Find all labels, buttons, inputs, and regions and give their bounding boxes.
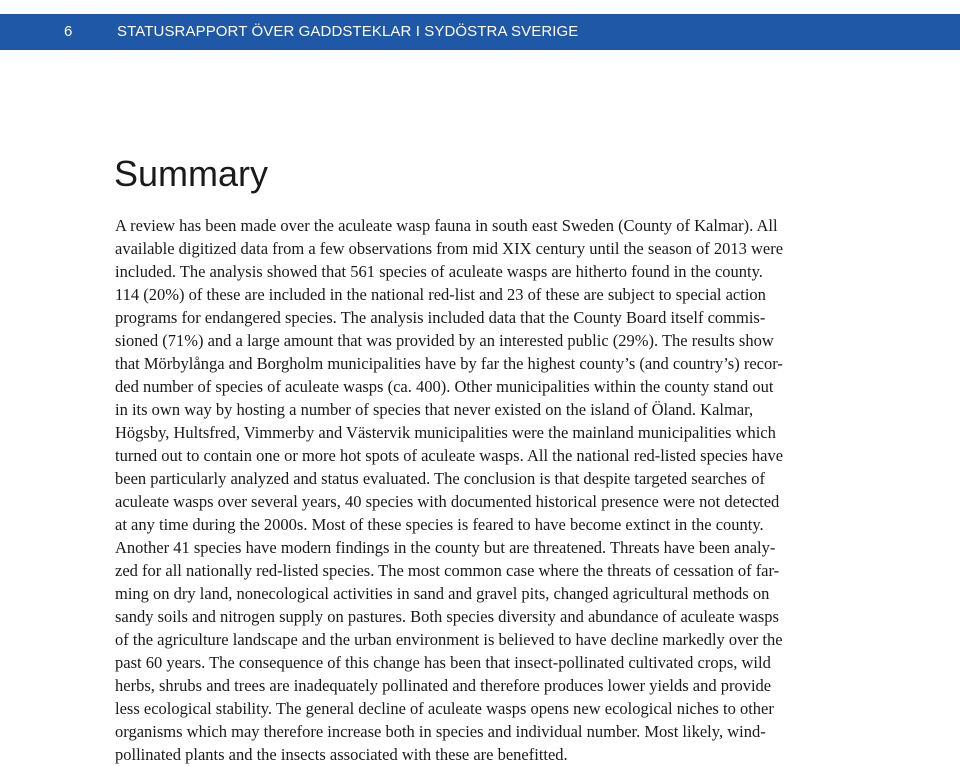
paragraph-line: 114 (20%) of these are included in the national red-list and 23 of these are subject to special action (115, 285, 766, 304)
running-header (0, 14, 960, 50)
paragraph-line: zed for all nationally red-listed species. The most common case where the threats of cessation of far- (115, 561, 780, 580)
paragraph-line: aculeate wasps over several years, 40 species with documented historical presence were not detected (115, 492, 780, 511)
paragraph-line: past 60 years. The consequence of this change has been that insect-pollinated cultivated crops, wild (115, 653, 771, 672)
paragraph-line: less ecological stability. The general decline of aculeate wasps opens new ecological niches to other (115, 699, 774, 718)
section-heading: Summary (114, 153, 269, 194)
paragraph-line: programs for endangered species. The analysis included data that the County Board itself commis- (115, 308, 766, 327)
paragraph-line: organisms which may therefore increase both in species and individual number. Most likely, wind- (115, 722, 766, 741)
summary-paragraph (115, 214, 855, 766)
paragraph-line: ming on dry land, nonecological activities in sand and gravel pits, changed agricultural methods on (115, 584, 770, 603)
paragraph-line: ded number of species of aculeate wasps (ca. 400). Other municipalities within the county stand out (115, 377, 774, 396)
paragraph-line: Högsby, Hultsfred, Vimmerby and Västervik municipalities were the mainland municipalities which (115, 423, 776, 442)
running-title: STATUSRAPPORT ÖVER GADDSTEKLAR I SYDÖSTRA SVERIGE (117, 23, 579, 40)
paragraph-line: that Mörbylånga and Borgholm municipalities have by far the highest county’s (and country’s) recor- (115, 354, 783, 373)
paragraph-line: been particularly analyzed and status evaluated. The conclusion is that despite targeted searches of (115, 469, 765, 488)
paragraph-line: A review has been made over the aculeate wasp fauna in south east Sweden (County of Kalmar). All (115, 216, 778, 235)
paragraph-line: of the agriculture landscape and the urban environment is believed to have decline markedly over the (115, 630, 783, 649)
paragraph-line: available digitized data from a few observations from mid XIX century until the season of 2013 were (115, 239, 784, 258)
paragraph-line: Another 41 species have modern findings in the county but are threatened. Threats have been analy- (115, 538, 776, 557)
page-number: 6 (64, 23, 73, 40)
paragraph-line: in its own way by hosting a number of species that never existed on the island of Öland. Kalmar, (115, 400, 754, 419)
paragraph-line: pollinated plants and the insects associated with these are benefitted. (115, 745, 568, 764)
paragraph-line: sioned (71%) and a large amount that was provided by an interested public (29%). The results show (115, 331, 774, 350)
paragraph-line: sandy soils and nitrogen supply on pastures. Both species diversity and abundance of aculeate wasps (115, 607, 779, 626)
paragraph-line: herbs, shrubs and trees are inadequately pollinated and therefore produces lower yields and provide (115, 676, 772, 695)
paragraph-line: included. The analysis showed that 561 species of aculeate wasps are hitherto found in the county. (115, 262, 763, 281)
paragraph-line: at any time during the 2000s. Most of these species is feared to have become extinct in the county. (115, 515, 764, 534)
paragraph-line: turned out to contain one or more hot spots of aculeate wasps. All the national red-listed species have (115, 446, 784, 465)
